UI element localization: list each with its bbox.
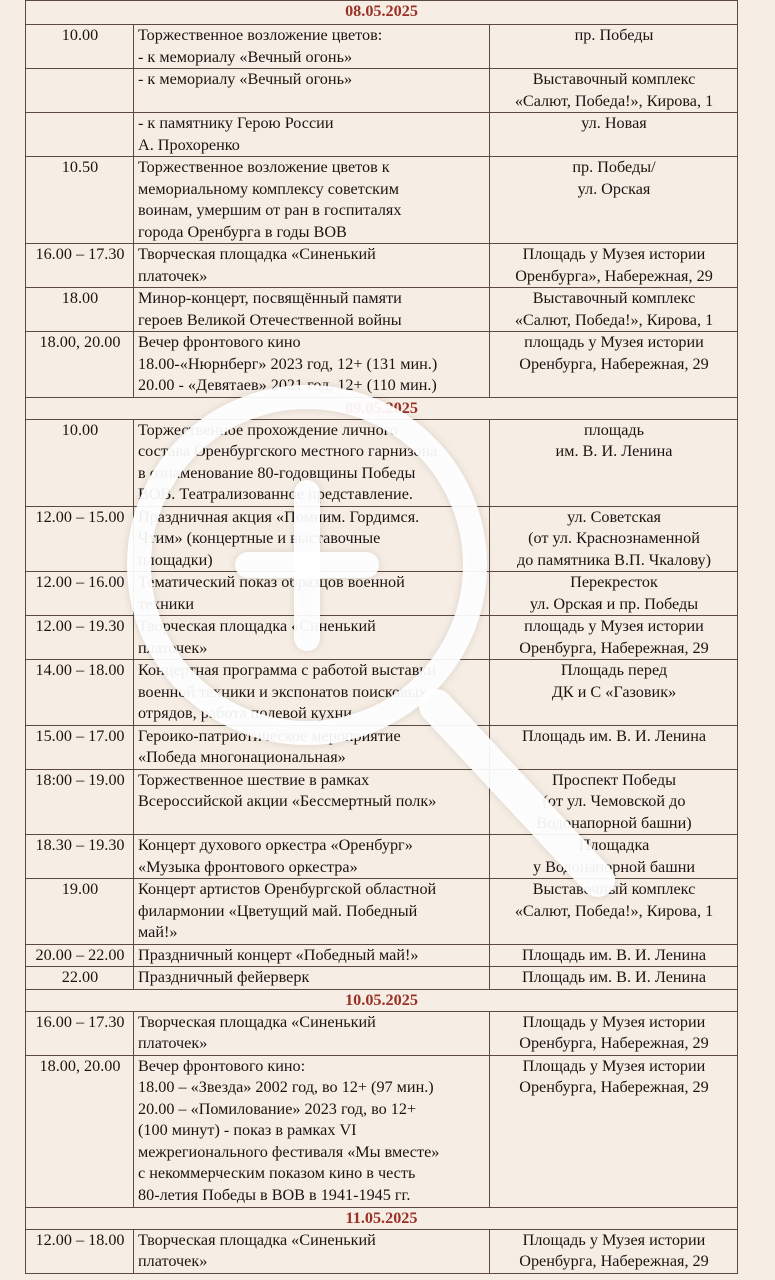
event-row — [26, 113, 738, 157]
event-location: Выставочный комплекс «Салют, Победа!», Кирова, 1 — [490, 879, 738, 945]
event-description: Творческая площадка «Синенький платочек» — [134, 1011, 490, 1055]
event-description: Творческая площадка «Синенький платочек» — [134, 616, 490, 660]
event-time: 22.00 — [26, 967, 134, 990]
event-time: 18:00 – 19.00 — [26, 769, 134, 835]
event-location: Перекресток ул. Орская и пр. Победы — [490, 572, 738, 616]
date-heading: 10.05.2025 — [26, 989, 738, 1011]
event-location: ул. Новая — [490, 113, 738, 157]
event-description: - к мемориалу «Вечный огонь» — [134, 69, 490, 113]
event-description: Героико-патриотическое мероприятие «Победа многонациональная» — [134, 725, 490, 769]
event-location: пр. Победы/ ул. Орская — [490, 157, 738, 244]
event-row — [26, 332, 738, 398]
event-location: Площадь у Музея истории Оренбурга, Набережная, 29 — [490, 1055, 738, 1207]
event-row — [26, 879, 738, 945]
event-row — [26, 967, 738, 990]
event-description: Концерт артистов Оренбургской областной филармонии «Цветущий май. Победный май!» — [134, 879, 490, 945]
date-header-row — [26, 989, 738, 1011]
event-row — [26, 419, 738, 506]
event-location: Выставочный комплекс «Салют, Победа!», Кирова, 1 — [490, 288, 738, 332]
event-row — [26, 660, 738, 726]
schedule-document — [25, 0, 737, 1274]
event-location: площадь у Музея истории Оренбурга, Набережная, 29 — [490, 616, 738, 660]
event-time: 12.00 – 15.00 — [26, 506, 134, 572]
date-heading: 08.05.2025 — [26, 1, 738, 25]
schedule-table — [25, 0, 738, 1274]
event-time: 12.00 – 16.00 — [26, 572, 134, 616]
event-row — [26, 835, 738, 879]
event-time: 10.00 — [26, 25, 134, 69]
event-row — [26, 1229, 738, 1273]
event-time: 10.00 — [26, 419, 134, 506]
event-time: 18.00 — [26, 288, 134, 332]
event-location: Площадь им. В. И. Ленина — [490, 967, 738, 990]
event-row — [26, 288, 738, 332]
event-row — [26, 769, 738, 835]
event-location: Площадь у Музея истории Оренбурга, Набережная, 29 — [490, 1229, 738, 1273]
event-description: Вечер фронтового кино: 18.00 – «Звезда» 2002 год, во 12+ (97 мин.) 20.00 – «Помилование» 2023 год, во 12+ (100 минут) - показ в рамках VI межрегионального фестиваля «Мы вместе» с некоммерческим показом кино в честь 80-летия Победы в ВОВ в 1941-1945 гг. — [134, 1055, 490, 1207]
date-header-row — [26, 397, 738, 419]
event-location: Выставочный комплекс «Салют, Победа!», Кирова, 1 — [490, 69, 738, 113]
event-row — [26, 1011, 738, 1055]
date-heading: 11.05.2025 — [26, 1207, 738, 1229]
event-time: 12.00 – 18.00 — [26, 1229, 134, 1273]
event-row — [26, 157, 738, 244]
event-description: Вечер фронтового кино 18.00-«Нюрнберг» 2023 год, 12+ (131 мин.) 20.00 - «Девятаев» 2021 год, 12+ (110 мин.) — [134, 332, 490, 398]
event-location: площадь им. В. И. Ленина — [490, 419, 738, 506]
date-heading: 09.05.2025 — [26, 397, 738, 419]
event-time: 16.00 – 17.30 — [26, 1011, 134, 1055]
event-row — [26, 616, 738, 660]
event-description: Торжественное возложение цветов: - к мемориалу «Вечный огонь» — [134, 25, 490, 69]
event-description: Праздничный концерт «Победный май!» — [134, 944, 490, 967]
event-location: пр. Победы — [490, 25, 738, 69]
event-time: 15.00 – 17.00 — [26, 725, 134, 769]
event-row — [26, 244, 738, 288]
date-header-row — [26, 1207, 738, 1229]
event-description: Торжественное шествие в рамках Всероссийской акции «Бессмертный полк» — [134, 769, 490, 835]
event-time: 12.00 – 19.30 — [26, 616, 134, 660]
event-location: Площадь у Музея истории Оренбурга», Набережная, 29 — [490, 244, 738, 288]
event-description: Торжественное возложение цветов к мемориальному комплексу советским воинам, умершим от ран в госпиталях города Оренбурга в годы ВОВ — [134, 157, 490, 244]
event-row — [26, 506, 738, 572]
event-description: Торжественное прохождение личного состава Оренбургского местного гарнизона в ознаменование 80-годовщины Победы ВОВ. Театрализованное представление. — [134, 419, 490, 506]
event-time: 20.00 – 22.00 — [26, 944, 134, 967]
event-location: площадь у Музея истории Оренбурга, Набережная, 29 — [490, 332, 738, 398]
event-row — [26, 1055, 738, 1207]
event-location: ул. Советская (от ул. Краснознаменной до памятника В.П. Чкалову) — [490, 506, 738, 572]
event-time: 16.00 – 17.30 — [26, 244, 134, 288]
event-row — [26, 725, 738, 769]
event-description: Праздничная акция «Помним. Гордимся. Чтим» (концертные и выставочные площадки) — [134, 506, 490, 572]
event-description: Тематический показ образцов военной техники — [134, 572, 490, 616]
event-row — [26, 25, 738, 69]
event-row — [26, 69, 738, 113]
event-time: 19.00 — [26, 879, 134, 945]
event-location: Площадка у Водонапорной башни — [490, 835, 738, 879]
event-description: Творческая площадка «Синенький платочек» — [134, 244, 490, 288]
event-time: 18.00, 20.00 — [26, 1055, 134, 1207]
event-time: 10.50 — [26, 157, 134, 244]
event-time — [26, 69, 134, 113]
event-description: Минор-концерт, посвящённый памяти героев Великой Отечественной войны — [134, 288, 490, 332]
event-location: Проспект Победы (от ул. Чемовской до Водонапорной башни) — [490, 769, 738, 835]
event-time: 14.00 – 18.00 — [26, 660, 134, 726]
event-description: Праздничный фейерверк — [134, 967, 490, 990]
event-description: Творческая площадка «Синенький платочек» — [134, 1229, 490, 1273]
event-time: 18.00, 20.00 — [26, 332, 134, 398]
event-description: - к памятнику Герою России А. Прохоренко — [134, 113, 490, 157]
event-location: Площадь им. В. И. Ленина — [490, 944, 738, 967]
event-description: Концерт духового оркестра «Оренбург» «Музыка фронтового оркестра» — [134, 835, 490, 879]
event-row — [26, 572, 738, 616]
event-location: Площадь перед ДК и С «Газовик» — [490, 660, 738, 726]
event-time: 18.30 – 19.30 — [26, 835, 134, 879]
event-time — [26, 113, 134, 157]
event-description: Концертная программа с работой выставки военной техники и экспонатов поисковых отрядов, работа полевой кухни — [134, 660, 490, 726]
date-header-row — [26, 1, 738, 25]
event-row — [26, 944, 738, 967]
event-location: Площадь им. В. И. Ленина — [490, 725, 738, 769]
event-location: Площадь у Музея истории Оренбурга, Набережная, 29 — [490, 1011, 738, 1055]
